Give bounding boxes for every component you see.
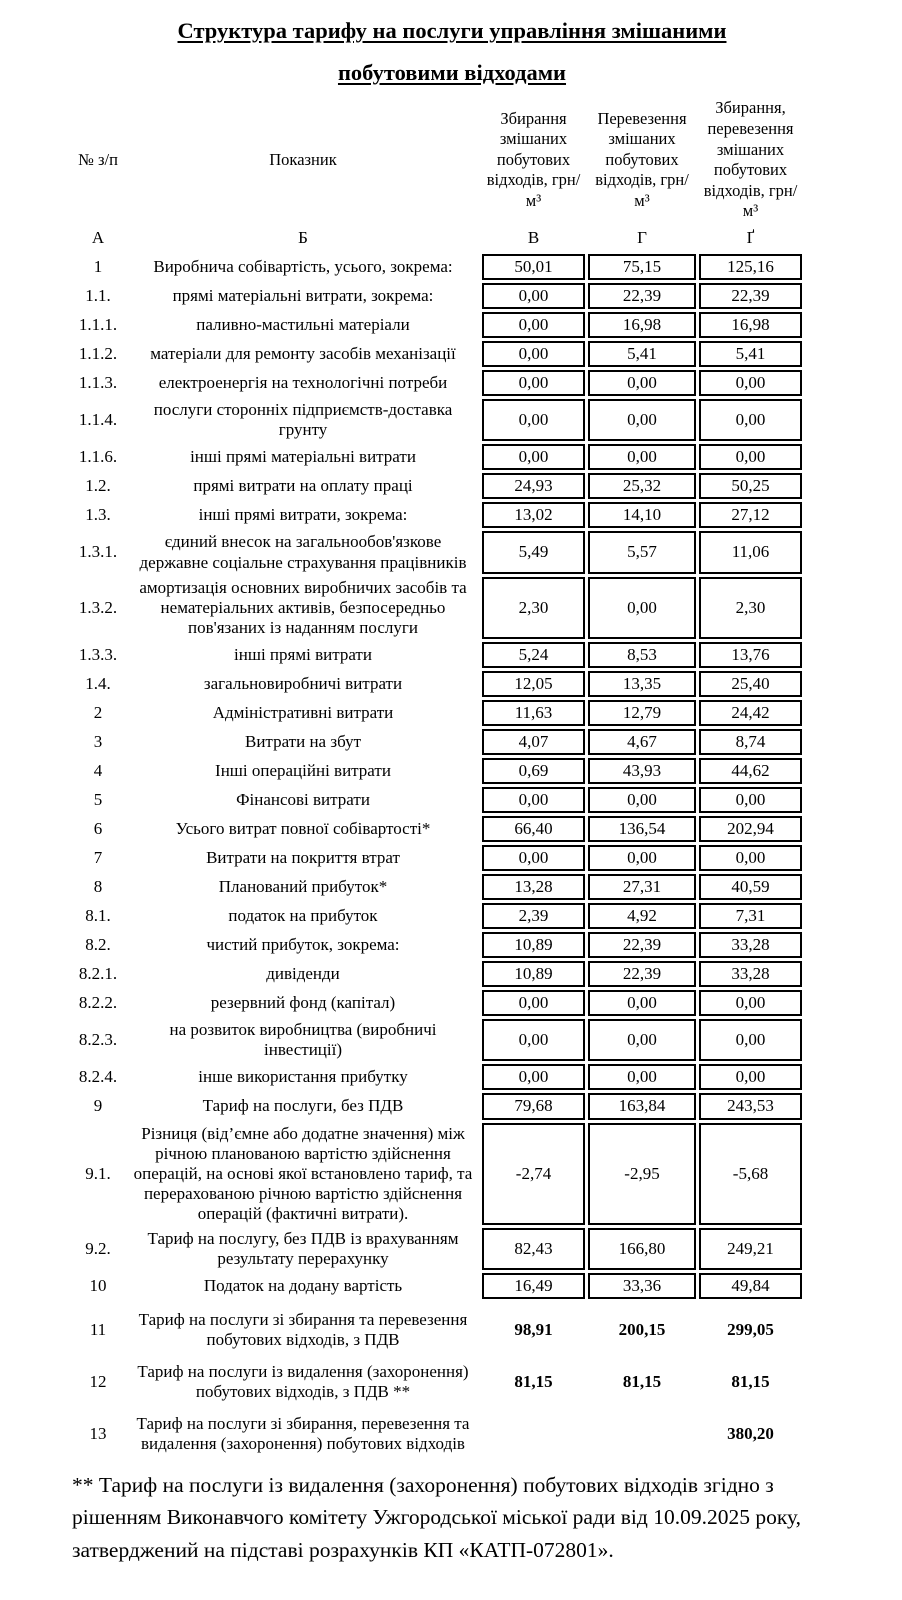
value-total: 202,94: [699, 816, 802, 842]
value-transport: 166,80: [588, 1228, 696, 1270]
title-line-1: Структура тарифу на послуги управління змішаними: [177, 18, 727, 43]
row-label: Адміністративні витрати: [212, 702, 394, 722]
value-collection: 81,15: [514, 1371, 553, 1391]
table-row: [72, 1064, 832, 1090]
value-total: 22,39: [699, 283, 802, 309]
row-label: Тариф на послугу, без ПДВ із врахуванням результату перерахунку: [147, 1228, 459, 1268]
value-collection: 50,01: [482, 254, 585, 280]
row-label: прямі витрати на оплату праці: [193, 476, 413, 496]
letter-g: Г: [637, 227, 647, 247]
value-collection: 0,00: [482, 283, 585, 309]
value-collection: 0,00: [482, 444, 585, 470]
title-line-2: побутовими відходами: [337, 59, 567, 85]
row-number: 1.1.6.: [78, 447, 118, 467]
row-number: 1.1.: [85, 286, 111, 306]
value-collection: 13,28: [482, 874, 585, 900]
table-row: [72, 961, 832, 987]
row-label: Податок на додану вартість: [203, 1275, 403, 1295]
value-collection: 11,63: [482, 700, 585, 726]
value-transport: 12,79: [588, 700, 696, 726]
row-number: 5: [93, 789, 103, 809]
letter-a: А: [91, 227, 105, 247]
row-number: 4: [93, 760, 103, 780]
table-row: [72, 1123, 832, 1225]
row-number: 9.2.: [85, 1238, 111, 1258]
table-row: [72, 370, 832, 396]
document-title: [72, 10, 832, 93]
footnote: ** Тариф на послуги із видалення (захоронення) побутових відходів згідно з рішенням Виконавчого комітету Ужгородської міської ради від 10.09.2025 року, затверджений на підставі розрахунків КП «КАТП-072801».: [72, 1473, 801, 1562]
value-collection: 2,30: [482, 577, 585, 639]
row-label: Усього витрат повної собівартості*: [175, 818, 431, 838]
table-row: [72, 642, 832, 668]
table-row: [72, 816, 832, 842]
value-collection: 0,69: [482, 758, 585, 784]
value-total: 7,31: [699, 903, 802, 929]
row-label: Тариф на послуги зі збирання, перевезення та видалення (захоронення) побутових відходів: [136, 1414, 470, 1454]
value-transport: 0,00: [588, 1019, 696, 1061]
row-label: Витрати на збут: [245, 731, 361, 751]
row-number: 1.3.: [85, 505, 111, 525]
value-collection: 0,00: [482, 845, 585, 871]
row-label: паливно-мастильні матеріали: [196, 315, 410, 335]
value-total: -5,68: [699, 1123, 802, 1225]
value-total: 0,00: [699, 399, 802, 441]
row-label: Тариф на послуги із видалення (захоронення) побутових відходів, з ПДВ **: [137, 1361, 469, 1402]
table-row: [72, 341, 832, 367]
value-collection: [482, 1413, 585, 1455]
letter-gg: Ґ: [746, 227, 755, 247]
row-number: 9: [93, 1096, 103, 1116]
value-transport: 75,15: [588, 254, 696, 280]
value-collection: 66,40: [482, 816, 585, 842]
row-label: інше використання прибутку: [198, 1067, 408, 1087]
value-transport: 43,93: [588, 758, 696, 784]
row-number: 1.1.1.: [78, 315, 118, 335]
row-number: 8.2.1.: [78, 964, 118, 984]
value-total: 0,00: [699, 370, 802, 396]
row-label: прямі матеріальні витрати, зокрема:: [172, 286, 434, 306]
table-header-row: [72, 97, 832, 223]
value-transport: 0,00: [588, 990, 696, 1016]
table-row: [72, 254, 832, 280]
value-total: 8,74: [699, 729, 802, 755]
value-total: 299,05: [727, 1319, 774, 1339]
value-transport: 22,39: [588, 283, 696, 309]
value-collection: 0,00: [482, 787, 585, 813]
table-row: [72, 531, 832, 573]
table-row: [72, 874, 832, 900]
table-row: [72, 502, 832, 528]
value-total: 0,00: [699, 1064, 802, 1090]
row-label: інші прямі витрати: [234, 644, 372, 664]
row-label: Витрати на покриття втрат: [206, 848, 400, 868]
value-transport: 0,00: [588, 787, 696, 813]
value-transport: 13,35: [588, 671, 696, 697]
header-collection: Збирання змішаних побутових відходів, грн/ м³: [486, 108, 581, 211]
row-number: 1.4.: [85, 673, 111, 693]
row-label: Тариф на послуги, без ПДВ: [202, 1096, 404, 1116]
value-transport: 163,84: [588, 1093, 696, 1119]
value-total: 40,59: [699, 874, 802, 900]
table-row: [72, 787, 832, 813]
value-total: 13,76: [699, 642, 802, 668]
letter-b: Б: [298, 227, 308, 247]
value-total: 0,00: [699, 1019, 802, 1061]
value-transport: 0,00: [588, 1064, 696, 1090]
table-letter-row: [72, 225, 832, 251]
value-transport: 0,00: [588, 399, 696, 441]
table-row: [72, 1228, 832, 1270]
row-number: 1.1.4.: [78, 410, 118, 430]
value-collection: 0,00: [482, 399, 585, 441]
table-row: [72, 845, 832, 871]
letter-v: В: [527, 227, 540, 247]
value-total: 11,06: [699, 531, 802, 573]
value-collection: 16,49: [482, 1273, 585, 1299]
row-number: 8.2.2.: [78, 993, 118, 1013]
value-collection: 24,93: [482, 473, 585, 499]
value-transport: 27,31: [588, 874, 696, 900]
value-total: 33,28: [699, 961, 802, 987]
value-collection: 0,00: [482, 1064, 585, 1090]
value-collection: 10,89: [482, 932, 585, 958]
value-total: 27,12: [699, 502, 802, 528]
value-transport: 16,98: [588, 312, 696, 338]
row-number: 1.1.3.: [78, 373, 118, 393]
value-transport: 0,00: [588, 845, 696, 871]
value-transport: 81,15: [622, 1371, 662, 1391]
row-label: інші прямі витрати, зокрема:: [198, 505, 408, 525]
value-transport: [588, 1413, 696, 1455]
table-row: [72, 1093, 832, 1119]
table-row: [72, 1413, 832, 1455]
value-transport: 5,41: [588, 341, 696, 367]
row-number: 1.3.1.: [78, 542, 118, 562]
value-total: 33,28: [699, 932, 802, 958]
value-collection: 10,89: [482, 961, 585, 987]
value-total: 249,21: [699, 1228, 802, 1270]
table-row: [72, 729, 832, 755]
table-row: [72, 399, 832, 441]
row-number: 11: [89, 1319, 107, 1339]
value-total: 0,00: [699, 845, 802, 871]
row-number: 8.2.3.: [78, 1030, 118, 1050]
row-label: Виробнича собівартість, усього, зокрема:: [153, 257, 453, 276]
value-collection: 12,05: [482, 671, 585, 697]
row-number: 8.1.: [85, 906, 111, 926]
value-total: 125,16: [699, 254, 802, 280]
table-row: [72, 312, 832, 338]
row-label: електроенергія на технологічні потреби: [158, 373, 448, 393]
value-transport: -2,95: [588, 1123, 696, 1225]
header-transport: Перевезення змішаних побутових відходів, грн/ м³: [595, 108, 689, 211]
row-number: 13: [89, 1424, 107, 1444]
table-row: [72, 903, 832, 929]
value-collection: 5,24: [482, 642, 585, 668]
table-row: [72, 700, 832, 726]
row-label: єдиний внесок на загальнообов'язкове державне соціальне страхування працівників: [139, 532, 467, 572]
value-transport: 200,15: [618, 1319, 666, 1339]
row-number: 8.2.4.: [78, 1067, 118, 1087]
value-total: 0,00: [699, 787, 802, 813]
value-transport: 0,00: [588, 370, 696, 396]
row-label: чистий прибуток, зокрема:: [206, 935, 400, 955]
row-label: Фінансові витрати: [236, 789, 370, 809]
value-collection: 0,00: [482, 341, 585, 367]
value-collection: 2,39: [482, 903, 585, 929]
value-transport: 14,10: [588, 502, 696, 528]
table-row: [72, 577, 832, 639]
value-collection: 82,43: [482, 1228, 585, 1270]
table-row: [72, 283, 832, 309]
row-number: 1.3.3.: [78, 644, 118, 664]
table-row: [72, 1361, 832, 1403]
row-number: 7: [93, 848, 103, 868]
value-transport: 0,00: [588, 444, 696, 470]
table-row: [72, 1273, 832, 1299]
row-label: податок на прибуток: [228, 906, 378, 926]
row-number: 1: [93, 257, 103, 276]
table-row: [72, 990, 832, 1016]
value-total: 2,30: [699, 577, 802, 639]
row-number: 3: [93, 731, 103, 751]
row-number: 9.1.: [85, 1163, 111, 1183]
row-number: 6: [93, 818, 103, 838]
row-label: Інші операційні витрати: [215, 760, 391, 780]
value-total: 24,42: [699, 700, 802, 726]
value-collection: 79,68: [482, 1093, 585, 1119]
value-collection: 13,02: [482, 502, 585, 528]
value-collection: 0,00: [482, 312, 585, 338]
value-transport: 0,00: [588, 577, 696, 639]
row-number: 12: [89, 1371, 107, 1391]
table-row: [72, 932, 832, 958]
row-label: дивіденди: [266, 964, 340, 984]
row-label: амортизація основних виробничих засобів та нематеріальних активів, безпосередньо пов'язаних із наданням послуги: [139, 577, 467, 637]
row-label: матеріали для ремонту засобів механізації: [150, 344, 456, 364]
table-row: [72, 1309, 832, 1351]
row-number: 8: [93, 877, 103, 897]
value-transport: 4,67: [588, 729, 696, 755]
value-collection: 0,00: [482, 370, 585, 396]
value-total: 50,25: [699, 473, 802, 499]
row-number: 10: [89, 1275, 107, 1295]
value-total: 25,40: [699, 671, 802, 697]
value-transport: 22,39: [588, 932, 696, 958]
value-transport: 4,92: [588, 903, 696, 929]
value-transport: 25,32: [588, 473, 696, 499]
row-label: інші прямі матеріальні витрати: [190, 447, 416, 467]
value-collection: 0,00: [482, 1019, 585, 1061]
value-transport: 33,36: [588, 1273, 696, 1299]
value-transport: 22,39: [588, 961, 696, 987]
value-total: 0,00: [699, 990, 802, 1016]
row-number: 1.3.2.: [78, 597, 118, 617]
row-number: 1.1.2.: [78, 344, 118, 364]
row-label: резервний фонд (капітал): [210, 993, 396, 1013]
value-collection: 0,00: [482, 990, 585, 1016]
row-number: 2: [93, 702, 103, 722]
table-row: [72, 758, 832, 784]
value-collection: -2,74: [482, 1123, 585, 1225]
value-total: 81,15: [731, 1371, 770, 1391]
table-row: [72, 1019, 832, 1061]
value-collection: 5,49: [482, 531, 585, 573]
row-number: 8.2.: [85, 935, 111, 955]
table-row: [72, 444, 832, 470]
value-transport: 136,54: [588, 816, 696, 842]
row-label: Різниця (від’ємне або додатне значення) між річною планованою вартістю здійснення операцій, на основі якої встановлено тариф, та перерахованою річною вартістю здійснення операцій (фактичні витрати).: [133, 1123, 473, 1223]
row-label: Тариф на послуги зі збирання та перевезення побутових відходів, з ПДВ: [138, 1309, 468, 1349]
value-transport: 5,57: [588, 531, 696, 573]
table-row: [72, 473, 832, 499]
value-total: 380,20: [727, 1424, 774, 1444]
value-total: 44,62: [699, 758, 802, 784]
value-total: 49,84: [699, 1273, 802, 1299]
value-transport: 8,53: [588, 642, 696, 668]
value-total: 243,53: [699, 1093, 802, 1119]
value-collection: 98,91: [514, 1319, 553, 1339]
header-row-number: № з/п: [78, 149, 118, 169]
value-total: 5,41: [699, 341, 802, 367]
table-body: [72, 254, 832, 1455]
value-collection: 4,07: [482, 729, 585, 755]
row-label: на розвиток виробництва (виробничі інвестиції): [169, 1020, 437, 1060]
row-label: послуги сторонніх підприємств-доставка грунту: [153, 400, 453, 440]
table-row: [72, 671, 832, 697]
row-label: загальновиробничі витрати: [203, 673, 403, 693]
header-indicator: Показник: [269, 149, 337, 169]
value-total: 0,00: [699, 444, 802, 470]
row-number: 1.2.: [85, 476, 111, 496]
row-label: Планований прибуток*: [218, 877, 388, 897]
value-total: 16,98: [699, 312, 802, 338]
header-collection-transport: Збирання, перевезення змішаних побутових відходів, грн/ м³: [703, 98, 798, 221]
